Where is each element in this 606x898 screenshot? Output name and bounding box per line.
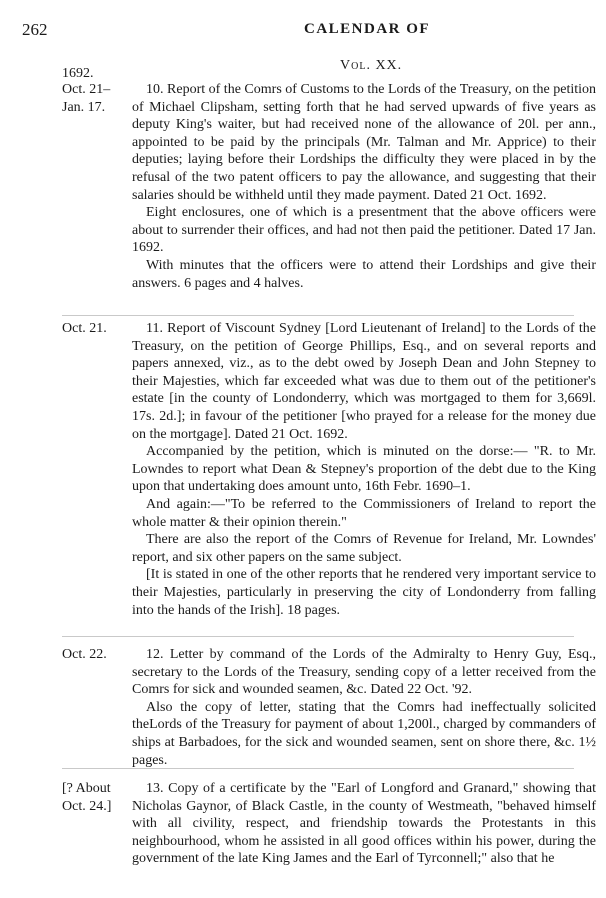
entry-paragraph: [It is stated in one of the other reports that he rendered very important service to their Majesties, particularly in preserving the city of Londonderry from falling into the hands of the Irish]. 18 pages. [132, 567, 596, 618]
entry-paragraph: 12. Letter by command of the Lords of the Admiralty to Henry Guy, Esq., secretary to the Lords of the Treasury, sending copy of a letter received from the Comrs for sick and wounded seamen, &c. Dated 22 Oct. '92. [132, 647, 596, 698]
entry-paragraph: There are also the report of the Comrs of Revenue for Ireland, Mr. Lowndes' report, and six other papers on the same subject. [132, 532, 596, 565]
entry-body [132, 780, 596, 868]
entry-body [132, 320, 596, 619]
entry-date: Oct. 21. [62, 321, 107, 336]
running-title: CALENDAR OF [304, 21, 431, 37]
entry-paragraph: Eight enclosures, one of which is a presentment that the above officers were about to surrender their offices, and had not then paid the petitioner. Dated 17 Jan. 1692. [132, 205, 596, 256]
entry-date: Oct. 22. [62, 647, 107, 662]
entry-date: Oct. 21– Jan. 17. [62, 82, 111, 115]
entry-divider [62, 315, 574, 316]
entry-body [132, 81, 596, 292]
entry-paragraph: 11. Report of Viscount Sydney [Lord Lieutenant of Ireland] to the Lords of the Treasury, on the petition of George Phillips, Esq., and on several reports and papers annexed, viz., as to the debt owed by Joseph Dean and John Stepney to their Majesties, which far exceeded what was due to them out of the petitioner's estate [in the county of Londonderry, which was mortgaged to them for 3,669l. 17s. 2d.]; in favour of the petitioner [who prayed for a release for the money due on the mortgage]. Dated 21 Oct. 1692. [132, 321, 596, 442]
entry-paragraph: Accompanied by the petition, which is minuted on the dorse:— "R. to Mr. Lowndes to report what Dean & Stepney's proportion of the debt due to the King upon that undertaking does amount unto, 16th Febr. 1690–1. [132, 444, 596, 495]
entry-paragraph: And again:—"To be referred to the Commissioners of Ireland to report the whole matter & their opinion therein." [132, 496, 596, 530]
entry-divider [62, 636, 574, 637]
year-label: 1692. [62, 66, 94, 81]
entry-paragraph: 10. Report of the Comrs of Customs to the Lords of the Treasury, on the petition of Michael Clipsham, setting forth that he had served upwards of five years as deputy King's waiter, but had received none of the allowance of 20l. per ann., appointed to be paid by the principals (Mr. Talman and Mr. Apprice) to their deputies; laying before their Lordships the difficulty they were placed in by the refusal of the two patent officers to pay the allowance, and suggesting that their salaries should be withheld until they made payment. Dated 21 Oct. 1692. [132, 82, 596, 203]
entry-date: [? About Oct. 24.] [62, 781, 112, 814]
page-header [22, 20, 582, 44]
volume-heading: Vol. XX. [340, 58, 403, 73]
page-number: 262 [22, 20, 48, 39]
entry-paragraph: Also the copy of letter, stating that the Comrs had ineffectually solicited theLords of the Treasury for payment of about 1,200l., charged by commanders of ships at Barbadoes, for the sick and wounded seamen, sent on shore there, &c. 1½ pages. [132, 699, 596, 768]
entry-paragraph: 13. Copy of a certificate by the "Earl of Longford and Granard," showing that Nicholas Gaynor, of Black Castle, in the county of Westmeath, "behaved himself with all civility, respect, and friendship towards the Protestants in this neighbourhood, whom he assisted in all good offices within his power, during the government of the late King James and the Earl of Tyrconnell;" also that he [132, 781, 596, 867]
entry-body [132, 646, 596, 769]
entry-paragraph: With minutes that the officers were to attend their Lordships and give their answers. 6 pages and 4 halves. [132, 257, 596, 291]
entry-divider [62, 768, 574, 769]
